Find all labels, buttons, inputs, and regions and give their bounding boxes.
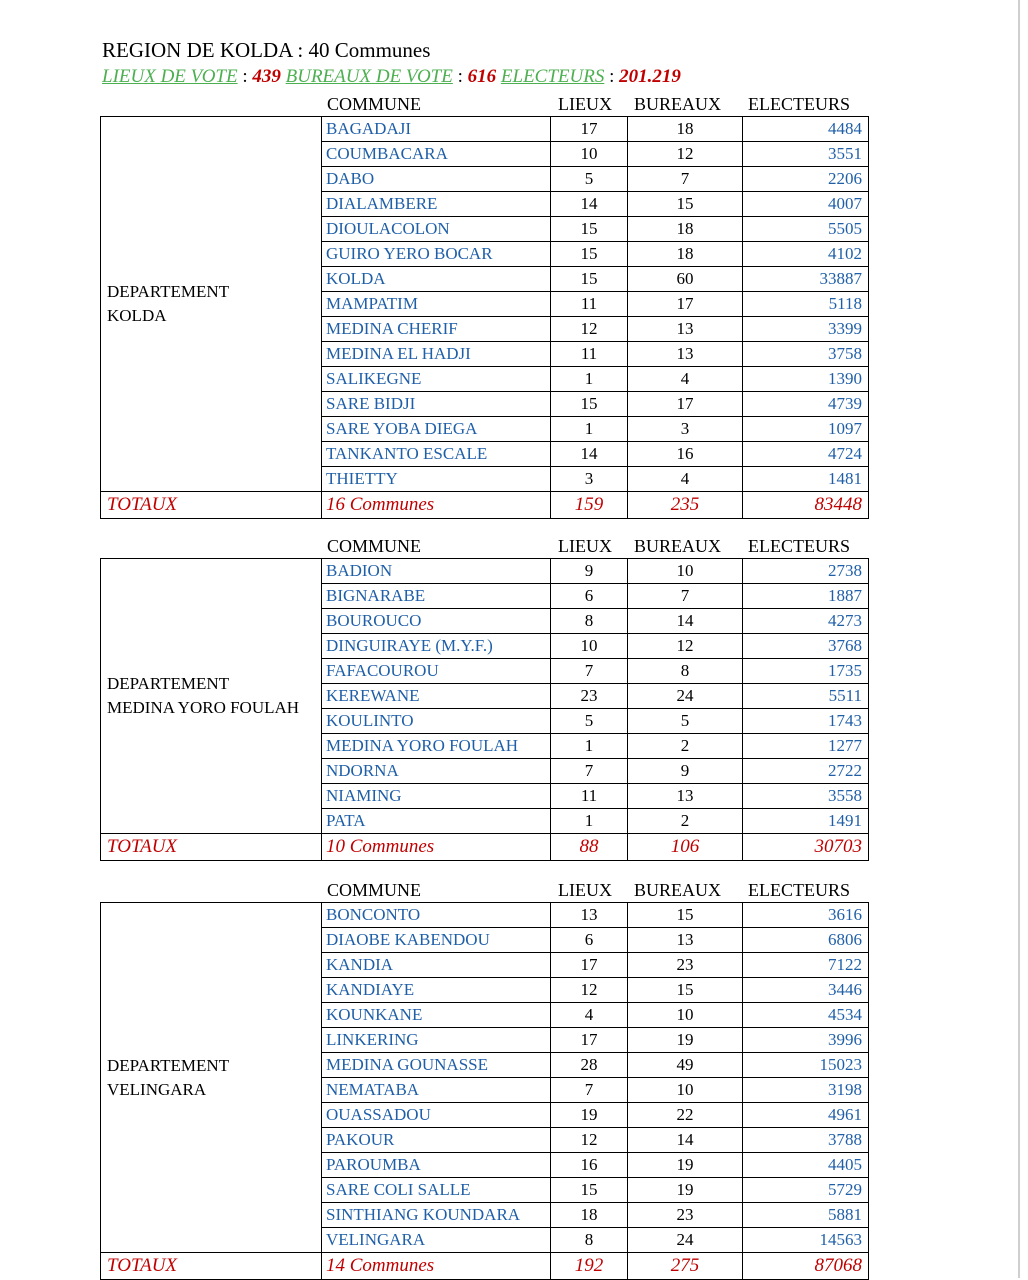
commune-name: OUASSADOU bbox=[322, 1103, 551, 1128]
column-header-electeurs: ELECTEURS bbox=[748, 94, 850, 114]
bureaux-value: 24 bbox=[628, 1228, 743, 1253]
electeurs-value: 1735 bbox=[743, 659, 869, 684]
commune-name: FAFACOUROU bbox=[322, 659, 551, 684]
electeurs-value: 1491 bbox=[743, 809, 869, 834]
commune-name: DINGUIRAYE (M.Y.F.) bbox=[322, 634, 551, 659]
lieux-value: 1 bbox=[551, 809, 628, 834]
totals-electeurs: 83448 bbox=[743, 492, 869, 519]
summary-lieux-label: LIEUX DE VOTE bbox=[102, 66, 238, 87]
department-table bbox=[100, 902, 869, 1280]
commune-name: KOULINTO bbox=[322, 709, 551, 734]
commune-name: MEDINA GOUNASSE bbox=[322, 1053, 551, 1078]
bureaux-value: 8 bbox=[628, 659, 743, 684]
department-table bbox=[100, 558, 869, 861]
lieux-value: 4 bbox=[551, 1003, 628, 1028]
commune-name: KOLDA bbox=[322, 267, 551, 292]
totals-lieux: 159 bbox=[551, 492, 628, 519]
bureaux-value: 5 bbox=[628, 709, 743, 734]
totals-bureaux: 106 bbox=[628, 834, 743, 861]
lieux-value: 6 bbox=[551, 928, 628, 953]
electeurs-value: 4739 bbox=[743, 392, 869, 417]
electeurs-value: 5118 bbox=[743, 292, 869, 317]
column-header-commune: COMMUNE bbox=[327, 880, 422, 900]
lieux-value: 8 bbox=[551, 1228, 628, 1253]
bureaux-value: 10 bbox=[628, 1078, 743, 1103]
lieux-value: 1 bbox=[551, 734, 628, 759]
lieux-value: 7 bbox=[551, 759, 628, 784]
bureaux-value: 12 bbox=[628, 142, 743, 167]
electeurs-value: 5729 bbox=[743, 1178, 869, 1203]
lieux-value: 17 bbox=[551, 117, 628, 142]
bureaux-value: 19 bbox=[628, 1028, 743, 1053]
bureaux-value: 4 bbox=[628, 467, 743, 492]
totals-lieux: 88 bbox=[551, 834, 628, 861]
column-header-lieux: LIEUX bbox=[558, 94, 612, 114]
department-label-line2: KOLDA bbox=[107, 306, 167, 325]
commune-name: SARE BIDJI bbox=[322, 392, 551, 417]
electeurs-value: 1390 bbox=[743, 367, 869, 392]
column-header-commune: COMMUNE bbox=[327, 536, 422, 556]
commune-name: SARE YOBA DIEGA bbox=[322, 417, 551, 442]
table-row bbox=[101, 559, 869, 584]
bureaux-value: 12 bbox=[628, 634, 743, 659]
bureaux-value: 24 bbox=[628, 684, 743, 709]
electeurs-value: 3198 bbox=[743, 1078, 869, 1103]
lieux-value: 7 bbox=[551, 1078, 628, 1103]
bureaux-value: 60 bbox=[628, 267, 743, 292]
electeurs-value: 7122 bbox=[743, 953, 869, 978]
commune-name: MAMPATIM bbox=[322, 292, 551, 317]
commune-name: SALIKEGNE bbox=[322, 367, 551, 392]
lieux-value: 23 bbox=[551, 684, 628, 709]
commune-name: GUIRO YERO BOCAR bbox=[322, 242, 551, 267]
lieux-value: 1 bbox=[551, 417, 628, 442]
lieux-value: 18 bbox=[551, 1203, 628, 1228]
bureaux-value: 15 bbox=[628, 192, 743, 217]
electeurs-value: 3996 bbox=[743, 1028, 869, 1053]
department-label-line2: MEDINA YORO FOULAH bbox=[107, 698, 300, 717]
electeurs-value: 2722 bbox=[743, 759, 869, 784]
commune-name: COUMBACARA bbox=[322, 142, 551, 167]
totals-communes: 10 Communes bbox=[322, 834, 551, 861]
lieux-value: 12 bbox=[551, 978, 628, 1003]
electeurs-value: 1097 bbox=[743, 417, 869, 442]
bureaux-value: 9 bbox=[628, 759, 743, 784]
commune-name: BONCONTO bbox=[322, 903, 551, 928]
commune-name: SINTHIANG KOUNDARA bbox=[322, 1203, 551, 1228]
commune-name: MEDINA EL HADJI bbox=[322, 342, 551, 367]
lieux-value: 12 bbox=[551, 317, 628, 342]
totals-electeurs: 30703 bbox=[743, 834, 869, 861]
lieux-value: 28 bbox=[551, 1053, 628, 1078]
column-headers bbox=[0, 536, 1028, 558]
electeurs-value: 1481 bbox=[743, 467, 869, 492]
electeurs-value: 1887 bbox=[743, 584, 869, 609]
bureaux-value: 7 bbox=[628, 584, 743, 609]
totals-lieux: 192 bbox=[551, 1253, 628, 1280]
lieux-value: 19 bbox=[551, 1103, 628, 1128]
summary-separator: : bbox=[604, 66, 620, 87]
lieux-value: 11 bbox=[551, 784, 628, 809]
bureaux-value: 18 bbox=[628, 242, 743, 267]
summary-electeurs-value: 201.219 bbox=[619, 66, 681, 87]
bureaux-value: 13 bbox=[628, 784, 743, 809]
lieux-value: 14 bbox=[551, 442, 628, 467]
bureaux-value: 16 bbox=[628, 442, 743, 467]
lieux-value: 11 bbox=[551, 292, 628, 317]
column-header-electeurs: ELECTEURS bbox=[748, 536, 850, 556]
column-header-bureaux: BUREAUX bbox=[634, 536, 722, 556]
electeurs-value: 4007 bbox=[743, 192, 869, 217]
lieux-value: 10 bbox=[551, 634, 628, 659]
bureaux-value: 13 bbox=[628, 342, 743, 367]
summary-electeurs-label: ELECTEURS bbox=[500, 66, 605, 87]
commune-name: THIETTY bbox=[322, 467, 551, 492]
electeurs-value: 3788 bbox=[743, 1128, 869, 1153]
bureaux-value: 10 bbox=[628, 559, 743, 584]
totals-label: TOTAUX bbox=[101, 1253, 322, 1280]
totals-bureaux: 235 bbox=[628, 492, 743, 519]
commune-name: DIAOBE KABENDOU bbox=[322, 928, 551, 953]
electeurs-value: 2738 bbox=[743, 559, 869, 584]
lieux-value: 16 bbox=[551, 1153, 628, 1178]
totals-bureaux: 275 bbox=[628, 1253, 743, 1280]
bureaux-value: 18 bbox=[628, 217, 743, 242]
electeurs-value: 1277 bbox=[743, 734, 869, 759]
department-label bbox=[101, 903, 322, 1253]
bureaux-value: 15 bbox=[628, 903, 743, 928]
commune-name: DABO bbox=[322, 167, 551, 192]
lieux-value: 5 bbox=[551, 709, 628, 734]
bureaux-value: 14 bbox=[628, 1128, 743, 1153]
table-row bbox=[101, 117, 869, 142]
commune-name: KOUNKANE bbox=[322, 1003, 551, 1028]
column-headers bbox=[0, 880, 1028, 902]
electeurs-value: 3446 bbox=[743, 978, 869, 1003]
lieux-value: 6 bbox=[551, 584, 628, 609]
electeurs-value: 3558 bbox=[743, 784, 869, 809]
electeurs-value: 2206 bbox=[743, 167, 869, 192]
commune-name: BADION bbox=[322, 559, 551, 584]
commune-name: BIGNARABE bbox=[322, 584, 551, 609]
bureaux-value: 15 bbox=[628, 978, 743, 1003]
lieux-value: 17 bbox=[551, 953, 628, 978]
lieux-value: 15 bbox=[551, 267, 628, 292]
bureaux-value: 49 bbox=[628, 1053, 743, 1078]
electeurs-value: 4484 bbox=[743, 117, 869, 142]
bureaux-value: 2 bbox=[628, 809, 743, 834]
lieux-value: 15 bbox=[551, 242, 628, 267]
commune-name: MEDINA CHERIF bbox=[322, 317, 551, 342]
electeurs-value: 4724 bbox=[743, 442, 869, 467]
bureaux-value: 17 bbox=[628, 392, 743, 417]
totals-row bbox=[101, 492, 869, 519]
column-headers bbox=[0, 94, 1028, 116]
lieux-value: 11 bbox=[551, 342, 628, 367]
bureaux-value: 19 bbox=[628, 1178, 743, 1203]
bureaux-value: 14 bbox=[628, 609, 743, 634]
bureaux-value: 7 bbox=[628, 167, 743, 192]
commune-name: SARE COLI SALLE bbox=[322, 1178, 551, 1203]
lieux-value: 15 bbox=[551, 1178, 628, 1203]
commune-name: KANDIAYE bbox=[322, 978, 551, 1003]
totals-label: TOTAUX bbox=[101, 492, 322, 519]
electeurs-value: 3616 bbox=[743, 903, 869, 928]
table-row bbox=[101, 903, 869, 928]
electeurs-value: 3399 bbox=[743, 317, 869, 342]
electeurs-value: 3758 bbox=[743, 342, 869, 367]
lieux-value: 14 bbox=[551, 192, 628, 217]
commune-name: KANDIA bbox=[322, 953, 551, 978]
totals-row bbox=[101, 1253, 869, 1280]
electeurs-value: 4102 bbox=[743, 242, 869, 267]
commune-name: DIALAMBERE bbox=[322, 192, 551, 217]
totals-communes: 14 Communes bbox=[322, 1253, 551, 1280]
bureaux-value: 18 bbox=[628, 117, 743, 142]
column-header-bureaux: BUREAUX bbox=[634, 94, 722, 114]
commune-name: BAGADAJI bbox=[322, 117, 551, 142]
electeurs-value: 1743 bbox=[743, 709, 869, 734]
bureaux-value: 17 bbox=[628, 292, 743, 317]
bureaux-value: 13 bbox=[628, 317, 743, 342]
totals-communes: 16 Communes bbox=[322, 492, 551, 519]
column-header-lieux: LIEUX bbox=[558, 536, 612, 556]
lieux-value: 7 bbox=[551, 659, 628, 684]
department-label-line1: DEPARTEMENT bbox=[107, 674, 230, 693]
commune-name: NDORNA bbox=[322, 759, 551, 784]
column-header-lieux: LIEUX bbox=[558, 880, 612, 900]
lieux-value: 13 bbox=[551, 903, 628, 928]
commune-name: NEMATABA bbox=[322, 1078, 551, 1103]
commune-name: BOUROUCO bbox=[322, 609, 551, 634]
electeurs-value: 4273 bbox=[743, 609, 869, 634]
bureaux-value: 13 bbox=[628, 928, 743, 953]
lieux-value: 15 bbox=[551, 217, 628, 242]
lieux-value: 8 bbox=[551, 609, 628, 634]
department-table bbox=[100, 116, 869, 519]
department-label-line1: DEPARTEMENT bbox=[107, 282, 230, 301]
electeurs-value: 5511 bbox=[743, 684, 869, 709]
totals-row bbox=[101, 834, 869, 861]
commune-name: TANKANTO ESCALE bbox=[322, 442, 551, 467]
page-title: REGION DE KOLDA : 40 Communes bbox=[102, 38, 431, 62]
electeurs-value: 3551 bbox=[743, 142, 869, 167]
commune-name: PAROUMBA bbox=[322, 1153, 551, 1178]
lieux-value: 12 bbox=[551, 1128, 628, 1153]
commune-name: DIOULACOLON bbox=[322, 217, 551, 242]
electeurs-value: 33887 bbox=[743, 267, 869, 292]
lieux-value: 17 bbox=[551, 1028, 628, 1053]
lieux-value: 3 bbox=[551, 467, 628, 492]
department-label-line2: VELINGARA bbox=[107, 1079, 207, 1099]
commune-name: NIAMING bbox=[322, 784, 551, 809]
electeurs-value: 4961 bbox=[743, 1103, 869, 1128]
page-edge-shadow bbox=[1018, 0, 1020, 1278]
electeurs-value: 15023 bbox=[743, 1053, 869, 1078]
lieux-value: 1 bbox=[551, 367, 628, 392]
lieux-value: 5 bbox=[551, 167, 628, 192]
electeurs-value: 14563 bbox=[743, 1228, 869, 1253]
summary-separator: : bbox=[452, 66, 468, 87]
commune-name: KEREWANE bbox=[322, 684, 551, 709]
lieux-value: 15 bbox=[551, 392, 628, 417]
summary-separator: : bbox=[237, 66, 253, 87]
electeurs-value: 4534 bbox=[743, 1003, 869, 1028]
bureaux-value: 4 bbox=[628, 367, 743, 392]
electeurs-value: 4405 bbox=[743, 1153, 869, 1178]
bureaux-value: 3 bbox=[628, 417, 743, 442]
totals-label: TOTAUX bbox=[101, 834, 322, 861]
summary-lieux-value: 439 bbox=[252, 66, 281, 87]
summary-bureaux-label: BUREAUX DE VOTE bbox=[285, 66, 453, 87]
bureaux-value: 2 bbox=[628, 734, 743, 759]
electeurs-value: 5881 bbox=[743, 1203, 869, 1228]
department-label bbox=[101, 117, 322, 492]
electeurs-value: 3768 bbox=[743, 634, 869, 659]
commune-name: VELINGARA bbox=[322, 1228, 551, 1253]
bureaux-value: 10 bbox=[628, 1003, 743, 1028]
commune-name: PATA bbox=[322, 809, 551, 834]
summary-line bbox=[102, 66, 681, 88]
lieux-value: 9 bbox=[551, 559, 628, 584]
totals-electeurs: 87068 bbox=[743, 1253, 869, 1280]
summary-bureaux-value: 616 bbox=[467, 66, 497, 87]
column-header-bureaux: BUREAUX bbox=[634, 880, 722, 900]
department-label-line1: DEPARTEMENT bbox=[107, 1055, 230, 1075]
bureaux-value: 19 bbox=[628, 1153, 743, 1178]
commune-name: MEDINA YORO FOULAH bbox=[322, 734, 551, 759]
bureaux-value: 23 bbox=[628, 953, 743, 978]
electeurs-value: 5505 bbox=[743, 217, 869, 242]
commune-name: PAKOUR bbox=[322, 1128, 551, 1153]
commune-name: LINKERING bbox=[322, 1028, 551, 1053]
lieux-value: 10 bbox=[551, 142, 628, 167]
column-header-commune: COMMUNE bbox=[327, 94, 422, 114]
bureaux-value: 22 bbox=[628, 1103, 743, 1128]
department-label bbox=[101, 559, 322, 834]
electeurs-value: 6806 bbox=[743, 928, 869, 953]
column-header-electeurs: ELECTEURS bbox=[748, 880, 850, 900]
bureaux-value: 23 bbox=[628, 1203, 743, 1228]
